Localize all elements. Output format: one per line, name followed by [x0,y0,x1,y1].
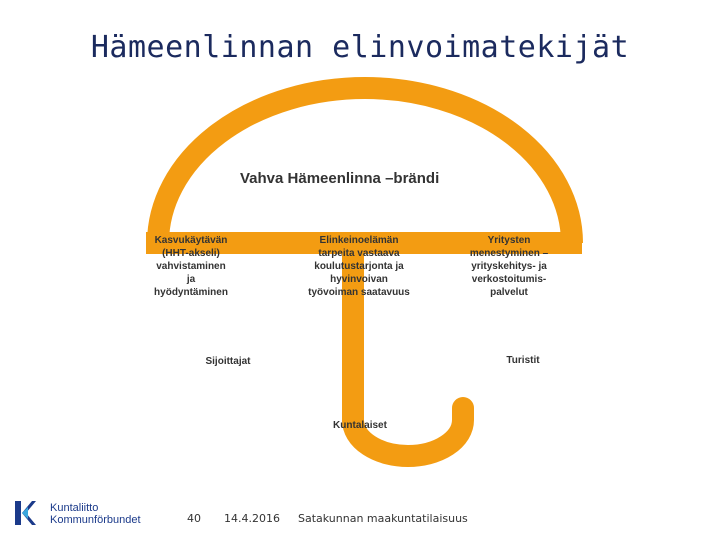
right-pillar-line: verkostoitumis- [471,274,547,285]
footer-event: Satakunnan maakuntatilaisuus [298,512,468,525]
footer-date: 14.4.2016 [224,512,280,525]
kuntaliitto-logo [14,499,154,529]
center-pillar-line: tarpeita vastaava [318,248,400,259]
center-pillar-line: työvoiman saatavuus [308,287,410,298]
right-pillar-label [456,234,562,299]
kuntaliitto-logo-icon [14,499,36,527]
center-pillar-line: Elinkeinoelämän [319,235,399,246]
center-pillar-line: hyvinvoivan [330,274,388,285]
page-number: 40 [187,512,201,525]
right-target-label: Turistit [506,355,540,366]
center-pillar-line: koulutustarjonta ja [314,261,404,272]
left-pillar-label [140,234,242,299]
left-pillar-line: (HHT-akseli) [162,248,220,259]
slide-title: Hämeenlinnan elinvoimatekijät [90,30,630,65]
right-pillar-line: palvelut [490,287,528,298]
right-pillar-line: yrityskehitys- ja [471,261,547,272]
left-pillar-line: Kasvukäytävän [154,235,228,246]
left-pillar-line: vahvistaminen [156,261,226,272]
right-pillar-line: menestyminen – [469,248,549,259]
brand-label: Vahva Hämeenlinna –brändi [240,170,440,187]
left-target-label: Sijoittajat [205,356,251,367]
umbrella-hook [353,408,463,456]
logo-text-line2: Kommunförbundet [50,514,141,526]
right-pillar-line: Yritysten [487,235,531,246]
left-pillar-line: ja [186,274,196,285]
logo-text-line1: Kuntaliitto [50,502,99,514]
left-pillar-line: hyödyntäminen [154,287,228,298]
center-pillar-label [292,234,426,299]
bottom-target-label: Kuntalaiset [333,420,387,431]
umbrella-canopy [158,88,572,243]
